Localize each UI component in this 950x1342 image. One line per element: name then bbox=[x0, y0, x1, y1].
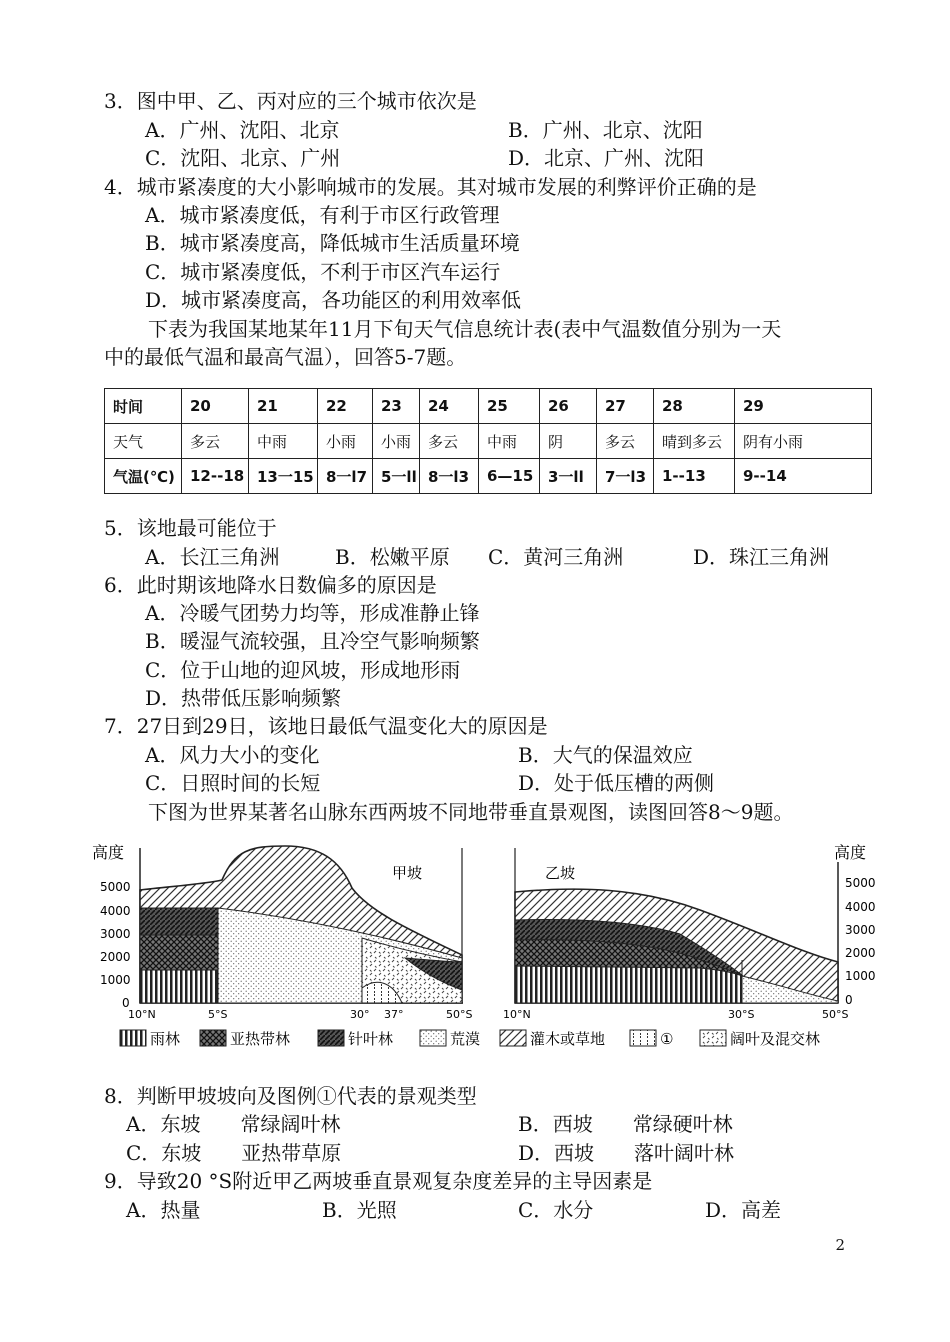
q5-option-a: A．长江三角洲 bbox=[145, 545, 280, 569]
left-ytick: 1000 bbox=[100, 973, 131, 987]
q4-option-d: D．城市紧凑度高，各功能区的利用效率低 bbox=[145, 288, 522, 312]
legend-label: 荒漠 bbox=[450, 1030, 481, 1048]
right-ytick: 5000 bbox=[845, 876, 876, 890]
right-ytick: 3000 bbox=[845, 923, 876, 937]
page-number: 2 bbox=[835, 1236, 845, 1254]
right-y-axis-label: 高度 bbox=[834, 843, 867, 862]
table-cell: 27 bbox=[597, 389, 654, 424]
table-cell: 小雨 bbox=[318, 424, 373, 459]
q9-option-a: A．热量 bbox=[126, 1198, 201, 1222]
right-panel-title: 乙坡 bbox=[545, 864, 576, 882]
q8-option-c: C．东坡 亚热带草原 bbox=[126, 1141, 342, 1165]
table-cell: 中雨 bbox=[249, 424, 318, 459]
left-rainforest-zone bbox=[140, 970, 218, 1003]
legend-swatch-broadleaf bbox=[700, 1030, 726, 1046]
q6-option-c: C．位于山地的迎风坡，形成地形雨 bbox=[145, 658, 461, 682]
right-ytick: 1000 bbox=[845, 969, 876, 983]
table-cell: 24 bbox=[420, 389, 479, 424]
q9-stem: 9．导致20 °S附近甲乙两坡垂直景观复杂度差异的主导因素是 bbox=[104, 1169, 653, 1193]
q7-option-d: D．处于低压槽的两侧 bbox=[518, 771, 715, 795]
table-cell: 22 bbox=[318, 389, 373, 424]
left-xtick: 10°N bbox=[128, 1008, 156, 1021]
left-y-axis-label: 高度 bbox=[92, 843, 125, 862]
q5-option-b: B．松嫩平原 bbox=[335, 545, 450, 569]
table-cell: 13一15 bbox=[249, 459, 318, 494]
table-cell: 20 bbox=[182, 389, 249, 424]
left-ytick: 0 bbox=[122, 996, 130, 1010]
q7-option-a: A．风力大小的变化 bbox=[145, 743, 320, 767]
q5-option-d: D．珠江三角洲 bbox=[693, 545, 830, 569]
legend-label: 针叶林 bbox=[348, 1030, 394, 1048]
legend-label: ① bbox=[660, 1030, 674, 1048]
left-xtick: 30° bbox=[350, 1008, 370, 1021]
q7-option-b: B．大气的保温效应 bbox=[518, 743, 693, 767]
table-cell: 8一l7 bbox=[318, 459, 373, 494]
left-ytick: 2000 bbox=[100, 950, 131, 964]
table-cell: 小雨 bbox=[373, 424, 420, 459]
q4-option-b: B．城市紧凑度高，降低城市生活质量环境 bbox=[145, 231, 520, 255]
table-cell: 多云 bbox=[182, 424, 249, 459]
q3-option-b: B．广州、北京、沈阳 bbox=[508, 118, 703, 142]
legend-swatch-desert bbox=[420, 1030, 446, 1046]
table-intro-line1: 下表为我国某地某年11月下旬天气信息统计表(表中气温数值分别为一天 bbox=[148, 317, 782, 341]
q9-option-b: B．光照 bbox=[322, 1198, 397, 1222]
table-cell: 28 bbox=[654, 389, 735, 424]
q8-option-d: D．西坡 落叶阔叶林 bbox=[518, 1141, 735, 1165]
table-cell: 阴 bbox=[540, 424, 597, 459]
left-xtick: 50°S bbox=[446, 1008, 473, 1021]
table-cell: 5一ll bbox=[373, 459, 420, 494]
right-xtick: 50°S bbox=[822, 1008, 849, 1021]
q8-stem: 8．判断甲坡坡向及图例①代表的景观类型 bbox=[104, 1084, 477, 1108]
table-cell: 1--13 bbox=[654, 459, 735, 494]
left-subtropical-zone bbox=[140, 935, 218, 970]
left-ytick: 5000 bbox=[100, 880, 131, 894]
q8-option-a: A．东坡 常绿阔叶林 bbox=[126, 1112, 341, 1136]
table-cell: 21 bbox=[249, 389, 318, 424]
q6-option-d: D．热带低压影响频繁 bbox=[145, 686, 342, 710]
table-cell: 8一l3 bbox=[420, 459, 479, 494]
figure-legend bbox=[120, 1030, 820, 1048]
q4-option-a: A．城市紧凑度低，有利于市区行政管理 bbox=[145, 203, 500, 227]
q5-stem: 5．该地最可能位于 bbox=[104, 516, 277, 540]
right-slope-chart bbox=[503, 843, 876, 1021]
q7-stem: 7．27日到29日，该地日最低气温变化大的原因是 bbox=[104, 714, 548, 738]
left-xtick: 5°S bbox=[208, 1008, 228, 1021]
table-cell: 26 bbox=[540, 389, 597, 424]
table-cell: 12--18 bbox=[182, 459, 249, 494]
table-cell: 中雨 bbox=[479, 424, 540, 459]
table-cell: 7一l3 bbox=[597, 459, 654, 494]
left-slope-chart bbox=[92, 843, 472, 1021]
table-intro-line2: 中的最低气温和最高气温），回答5-7题。 bbox=[104, 345, 467, 369]
table-cell: 29 bbox=[735, 389, 872, 424]
q3-stem: 3．图中甲、乙、丙对应的三个城市依次是 bbox=[104, 89, 477, 113]
table-cell: 阴有小雨 bbox=[735, 424, 872, 459]
q4-stem: 4．城市紧凑度的大小影响城市的发展。其对城市发展的利弊评价正确的是 bbox=[104, 175, 757, 199]
legend-swatch-subtropical bbox=[200, 1030, 226, 1046]
table-cell: 25 bbox=[479, 389, 540, 424]
legend-swatch-zone-1 bbox=[630, 1030, 656, 1046]
left-ytick: 3000 bbox=[100, 927, 131, 941]
q4-option-c: C．城市紧凑度低，不利于市区汽车运行 bbox=[145, 260, 501, 284]
table-cell: 多云 bbox=[597, 424, 654, 459]
figure-intro: 下图为世界某著名山脉东西两坡不同地带垂直景观图，读图回答8～9题。 bbox=[148, 800, 794, 824]
right-ytick: 2000 bbox=[845, 946, 876, 960]
q8-option-b: B．西坡 常绿硬叶林 bbox=[518, 1112, 733, 1136]
left-ytick: 4000 bbox=[100, 904, 131, 918]
right-ytick: 0 bbox=[845, 993, 853, 1007]
q5-option-c: C．黄河三角洲 bbox=[488, 545, 624, 569]
legend-swatch-shrub bbox=[500, 1030, 526, 1046]
q3-option-c: C．沈阳、北京、广州 bbox=[145, 146, 341, 170]
right-xtick: 10°N bbox=[503, 1008, 531, 1021]
q3-option-d: D．北京、广州、沈阳 bbox=[508, 146, 705, 170]
q9-option-d: D．高差 bbox=[705, 1198, 782, 1222]
legend-label: 亚热带林 bbox=[230, 1030, 291, 1048]
legend-label: 阔叶及混交林 bbox=[730, 1030, 821, 1048]
table-cell: 气温(℃) bbox=[105, 459, 182, 494]
legend-swatch-rainforest bbox=[120, 1030, 146, 1046]
table-cell: 23 bbox=[373, 389, 420, 424]
table-cell: 多云 bbox=[420, 424, 479, 459]
table-cell: 晴到多云 bbox=[654, 424, 735, 459]
table-cell: 9--14 bbox=[735, 459, 872, 494]
left-panel-title: 甲坡 bbox=[392, 864, 423, 882]
q6-option-a: A．冷暖气团势力均等，形成准静止锋 bbox=[145, 601, 480, 625]
q9-option-c: C．水分 bbox=[518, 1198, 594, 1222]
right-xtick: 30°S bbox=[728, 1008, 755, 1021]
legend-swatch-coniferous bbox=[318, 1030, 344, 1046]
table-cell: 天气 bbox=[105, 424, 182, 459]
right-ytick: 4000 bbox=[845, 900, 876, 914]
legend-label: 灌木或草地 bbox=[530, 1030, 606, 1048]
q3-option-a: A．广州、沈阳、北京 bbox=[145, 118, 340, 142]
legend-label: 雨林 bbox=[150, 1030, 181, 1048]
right-rainforest-zone bbox=[515, 966, 742, 1003]
table-cell: 时间 bbox=[105, 389, 182, 424]
q7-option-c: C．日照时间的长短 bbox=[145, 771, 321, 795]
left-xtick: 37° bbox=[384, 1008, 404, 1021]
q6-stem: 6．此时期该地降水日数偏多的原因是 bbox=[104, 573, 437, 597]
q6-option-b: B．暖湿气流较强，且冷空气影响频繁 bbox=[145, 629, 480, 653]
left-coniferous-zone bbox=[140, 908, 218, 935]
table-cell: 6—15 bbox=[479, 459, 540, 494]
table-cell: 3一ll bbox=[540, 459, 597, 494]
